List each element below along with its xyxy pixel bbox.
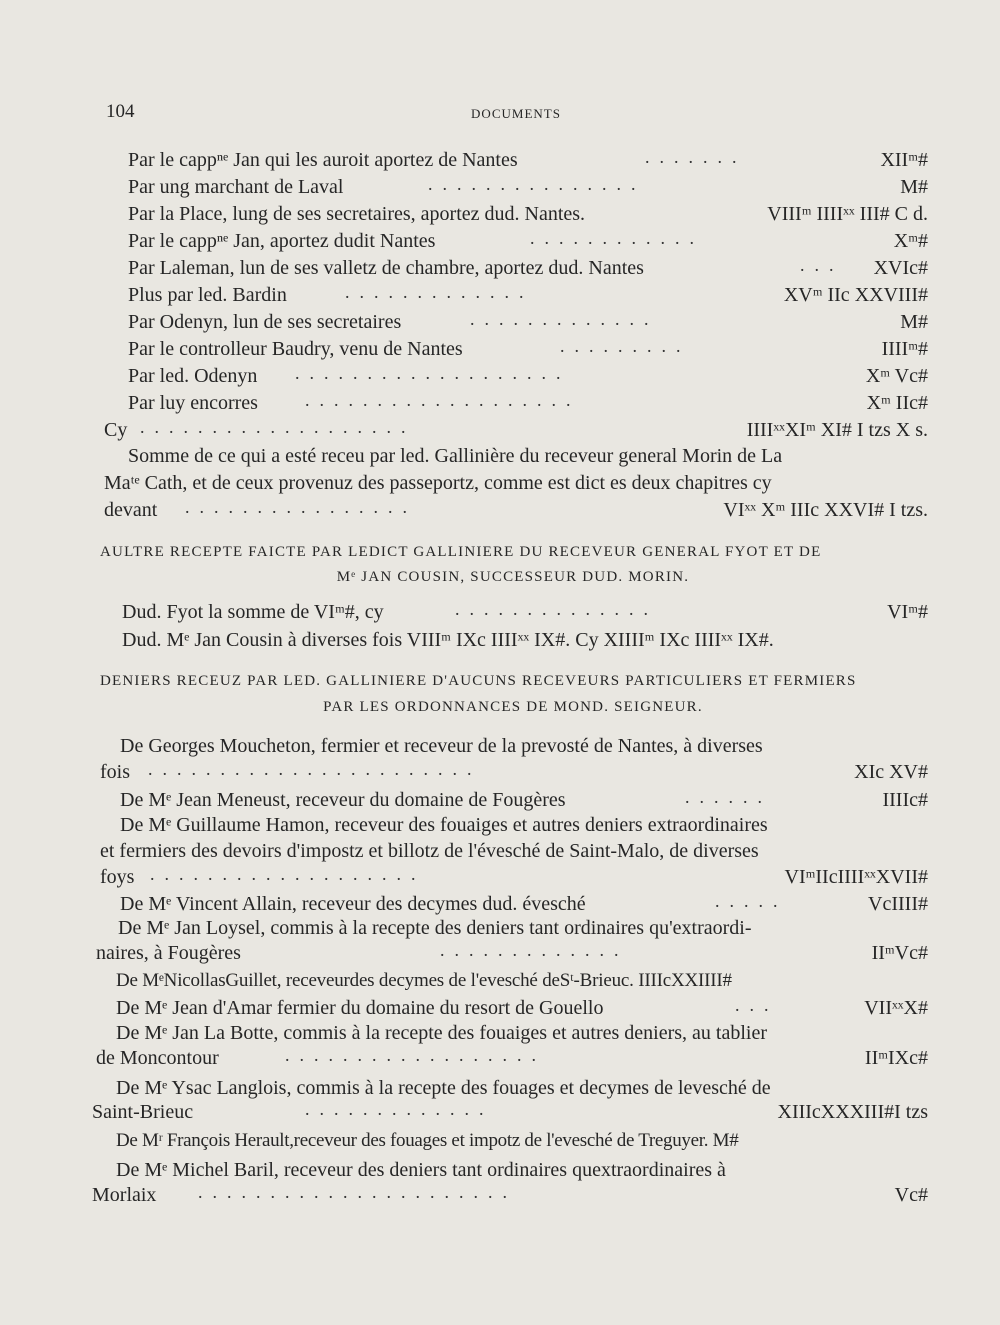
dot-leader: ...................... [198, 1182, 517, 1202]
entry-text: De Mʳ François Herault,receveur des fouages et impotz de l'evesché de Treguyer. M# [116, 1130, 739, 1151]
entry-text: Morlaix [92, 1184, 157, 1206]
entry-text: De Mᵉ Guillaume Hamon, receveur des fouaiges et autres deniers extraordinaires [120, 814, 768, 836]
section-heading-continued: PAR LES ORDONNANCES DE MOND. SEIGNEUR. [323, 699, 703, 715]
entry-line [0, 597, 1000, 627]
entry-text: Par led. Odenyn [128, 365, 258, 387]
dot-leader: ................... [295, 363, 571, 383]
entry-value: IIIIc# [882, 789, 928, 811]
page-header [106, 101, 926, 127]
entry-text: Par ung marchant de Laval [128, 176, 344, 198]
entry-text: Cy [104, 419, 128, 441]
dot-leader: ... [735, 995, 779, 1015]
entry-value: Xᵐ# [893, 230, 928, 252]
entry-text: Dud. Fyot la somme de VIᵐ#, cy [122, 601, 384, 623]
dot-leader: ................... [140, 417, 416, 437]
dot-leader: ................... [150, 864, 426, 884]
entry-text: Par Odenyn, lun de ses secretaires [128, 311, 402, 333]
entry-value: VIᵐ# [887, 601, 928, 623]
entry-text: Par le controlleur Baudry, venu de Nantes [128, 338, 463, 360]
summary-value: VIˣˣ Xᵐ IIIc XXVI# I tzs. [723, 499, 928, 521]
entry-text: De Mᵉ Jan Loysel, commis à la recepte des deniers tant ordinaires qu'extraordi- [118, 917, 752, 939]
entry-line [0, 1180, 1000, 1210]
entry-text: De Georges Moucheton, fermier et receveur de la prevosté de Nantes, à diverses [120, 735, 763, 757]
section-heading: AULTRE RECEPTE FAICTE PAR LEDICT GALLINIERE DU RECEVEUR GENERAL FYOT ET DE [100, 544, 822, 560]
entry-text: Par le cappⁿᵉ Jan qui les auroit aportez de Nantes [128, 149, 518, 171]
entry-text: De Mᵉ Jean Meneust, receveur du domaine de Fougères [120, 789, 566, 811]
dot-leader: ............... [428, 174, 646, 194]
entry-text: naires, à Fougères [96, 942, 241, 964]
entry-text: De Mᵉ Michel Baril, receveur des deniers tant ordinaires quextraordinaires à [116, 1159, 726, 1181]
entry-line [0, 1126, 1000, 1156]
entry-text: Plus par led. Bardin [128, 284, 287, 306]
entry-value: IIᵐVc# [871, 942, 928, 964]
entry-value: IIᵐIXc# [864, 1047, 928, 1069]
entry-text: Par Laleman, lun de ses valletz de chambre, aportez dud. Nantes [128, 257, 644, 279]
dot-leader: ............ [530, 228, 704, 248]
entry-text: De Mᵉ Vincent Allain, receveur des decymes dud. évesché [120, 893, 586, 915]
entry-line [0, 1097, 1000, 1127]
summary-line [0, 441, 1000, 471]
entry-text: fois [100, 761, 130, 783]
dot-leader: ......... [560, 336, 691, 356]
entry-value: XVᵐ IIc XXVIII# [783, 284, 928, 306]
dot-leader: ..... [715, 891, 788, 911]
entry-text: Saint-Brieuc [92, 1101, 194, 1123]
summary-text: Somme de ce qui a esté receu par led. Gallinière du receveur general Morin de La [128, 445, 783, 467]
entry-value: Xᵐ Vc# [865, 365, 928, 387]
summary-text: devant [104, 499, 158, 521]
entry-value: XVIc# [873, 257, 928, 279]
entry-value: VcIIII# [868, 893, 928, 915]
entry-value: IIIIˣˣXIᵐ XI# I tzs X s. [746, 419, 928, 441]
dot-leader: ...... [685, 787, 772, 807]
entry-text: Par la Place, lung de ses secretaires, aportez dud. Nantes. [128, 203, 586, 225]
dot-leader: ............. [305, 1099, 494, 1119]
entry-value: XIIᵐ# [880, 149, 928, 171]
entry-line [0, 172, 1000, 202]
entry-text: Par luy encorres [128, 392, 258, 414]
dot-leader: .............. [455, 599, 658, 619]
entry-value: XIIIcXXXIII#I tzs [777, 1101, 928, 1123]
entry-line [0, 966, 1000, 996]
entry-value: VIᵐIIcIIIIˣˣXVII# [784, 866, 928, 888]
entry-text: De Mᵉ Ysac Langlois, commis à la recepte des fouages et decymes de levesché de [116, 1077, 771, 1099]
entry-value: Xᵐ IIc# [866, 392, 928, 414]
dot-leader: ................... [305, 390, 581, 410]
entry-text: De Mᵉ Jan La Botte, commis à la recepte des fouaiges et autres deniers, au tablier [116, 1022, 767, 1044]
entry-text: foys [100, 866, 135, 888]
entry-value: VIIIᵐ IIIIˣˣ III# C d. [767, 203, 928, 225]
entry-line [0, 1043, 1000, 1073]
entry-line [0, 307, 1000, 337]
entry-value: M# [900, 176, 928, 198]
page-number: 104 [106, 101, 135, 122]
dot-leader: ....... [645, 147, 747, 167]
entry-value: XIc XV# [854, 761, 928, 783]
entry-value: Vc# [894, 1184, 928, 1206]
entry-text: De Mᵉ Jean d'Amar fermier du domaine du resort de Gouello [116, 997, 604, 1019]
section-heading-continued: Mᵉ JAN COUSIN, SUCCESSEUR DUD. MORIN. [336, 569, 690, 585]
entry-value: IIIIᵐ# [881, 338, 928, 360]
summary-line [0, 495, 1000, 525]
section-heading: DENIERS RECEUZ PAR LED. GALLINIERE D'AUCUNS RECEVEURS PARTICULIERS ET FERMIERS [100, 673, 857, 689]
entry-value: M# [900, 311, 928, 333]
dot-leader: ............. [470, 309, 659, 329]
entry-line [0, 757, 1000, 787]
entry-text: de Moncontour [96, 1047, 219, 1069]
entry-line [0, 938, 1000, 968]
entry-text: Par le cappⁿᵉ Jan, aportez dudit Nantes [128, 230, 436, 252]
entry-line [0, 862, 1000, 892]
dot-leader: ....................... [148, 759, 482, 779]
entry-text: et fermiers des devoirs d'impostz et billotz de l'évesché de Saint-Malo, de diverses [100, 840, 759, 862]
entry-text: Dud. Mᵉ Jan Cousin à diverses fois VIIIᵐ IXc IIIIˣˣ IX#. Cy XIIIIᵐ IXc IIIIˣˣ IX#. [122, 629, 774, 651]
dot-leader: ............. [440, 940, 629, 960]
running-title: DOCUMENTS [471, 106, 561, 121]
dot-leader: ... [800, 255, 844, 275]
entry-line [0, 625, 1000, 655]
entry-text: De MᵉNicollasGuillet, receveurdes decymes de l'evesché deSᵗ-Brieuc. IIIIcXXIIII# [116, 970, 732, 991]
summary-text: Maᵗᵉ Cath, et de ceux provenuz des passeportz, comme est dict es deux chapitres cy [104, 472, 772, 494]
dot-leader: ............. [345, 282, 534, 302]
dot-leader: ................ [185, 497, 417, 517]
entry-value: VIIˣˣX# [864, 997, 928, 1019]
dot-leader: .................. [285, 1045, 546, 1065]
